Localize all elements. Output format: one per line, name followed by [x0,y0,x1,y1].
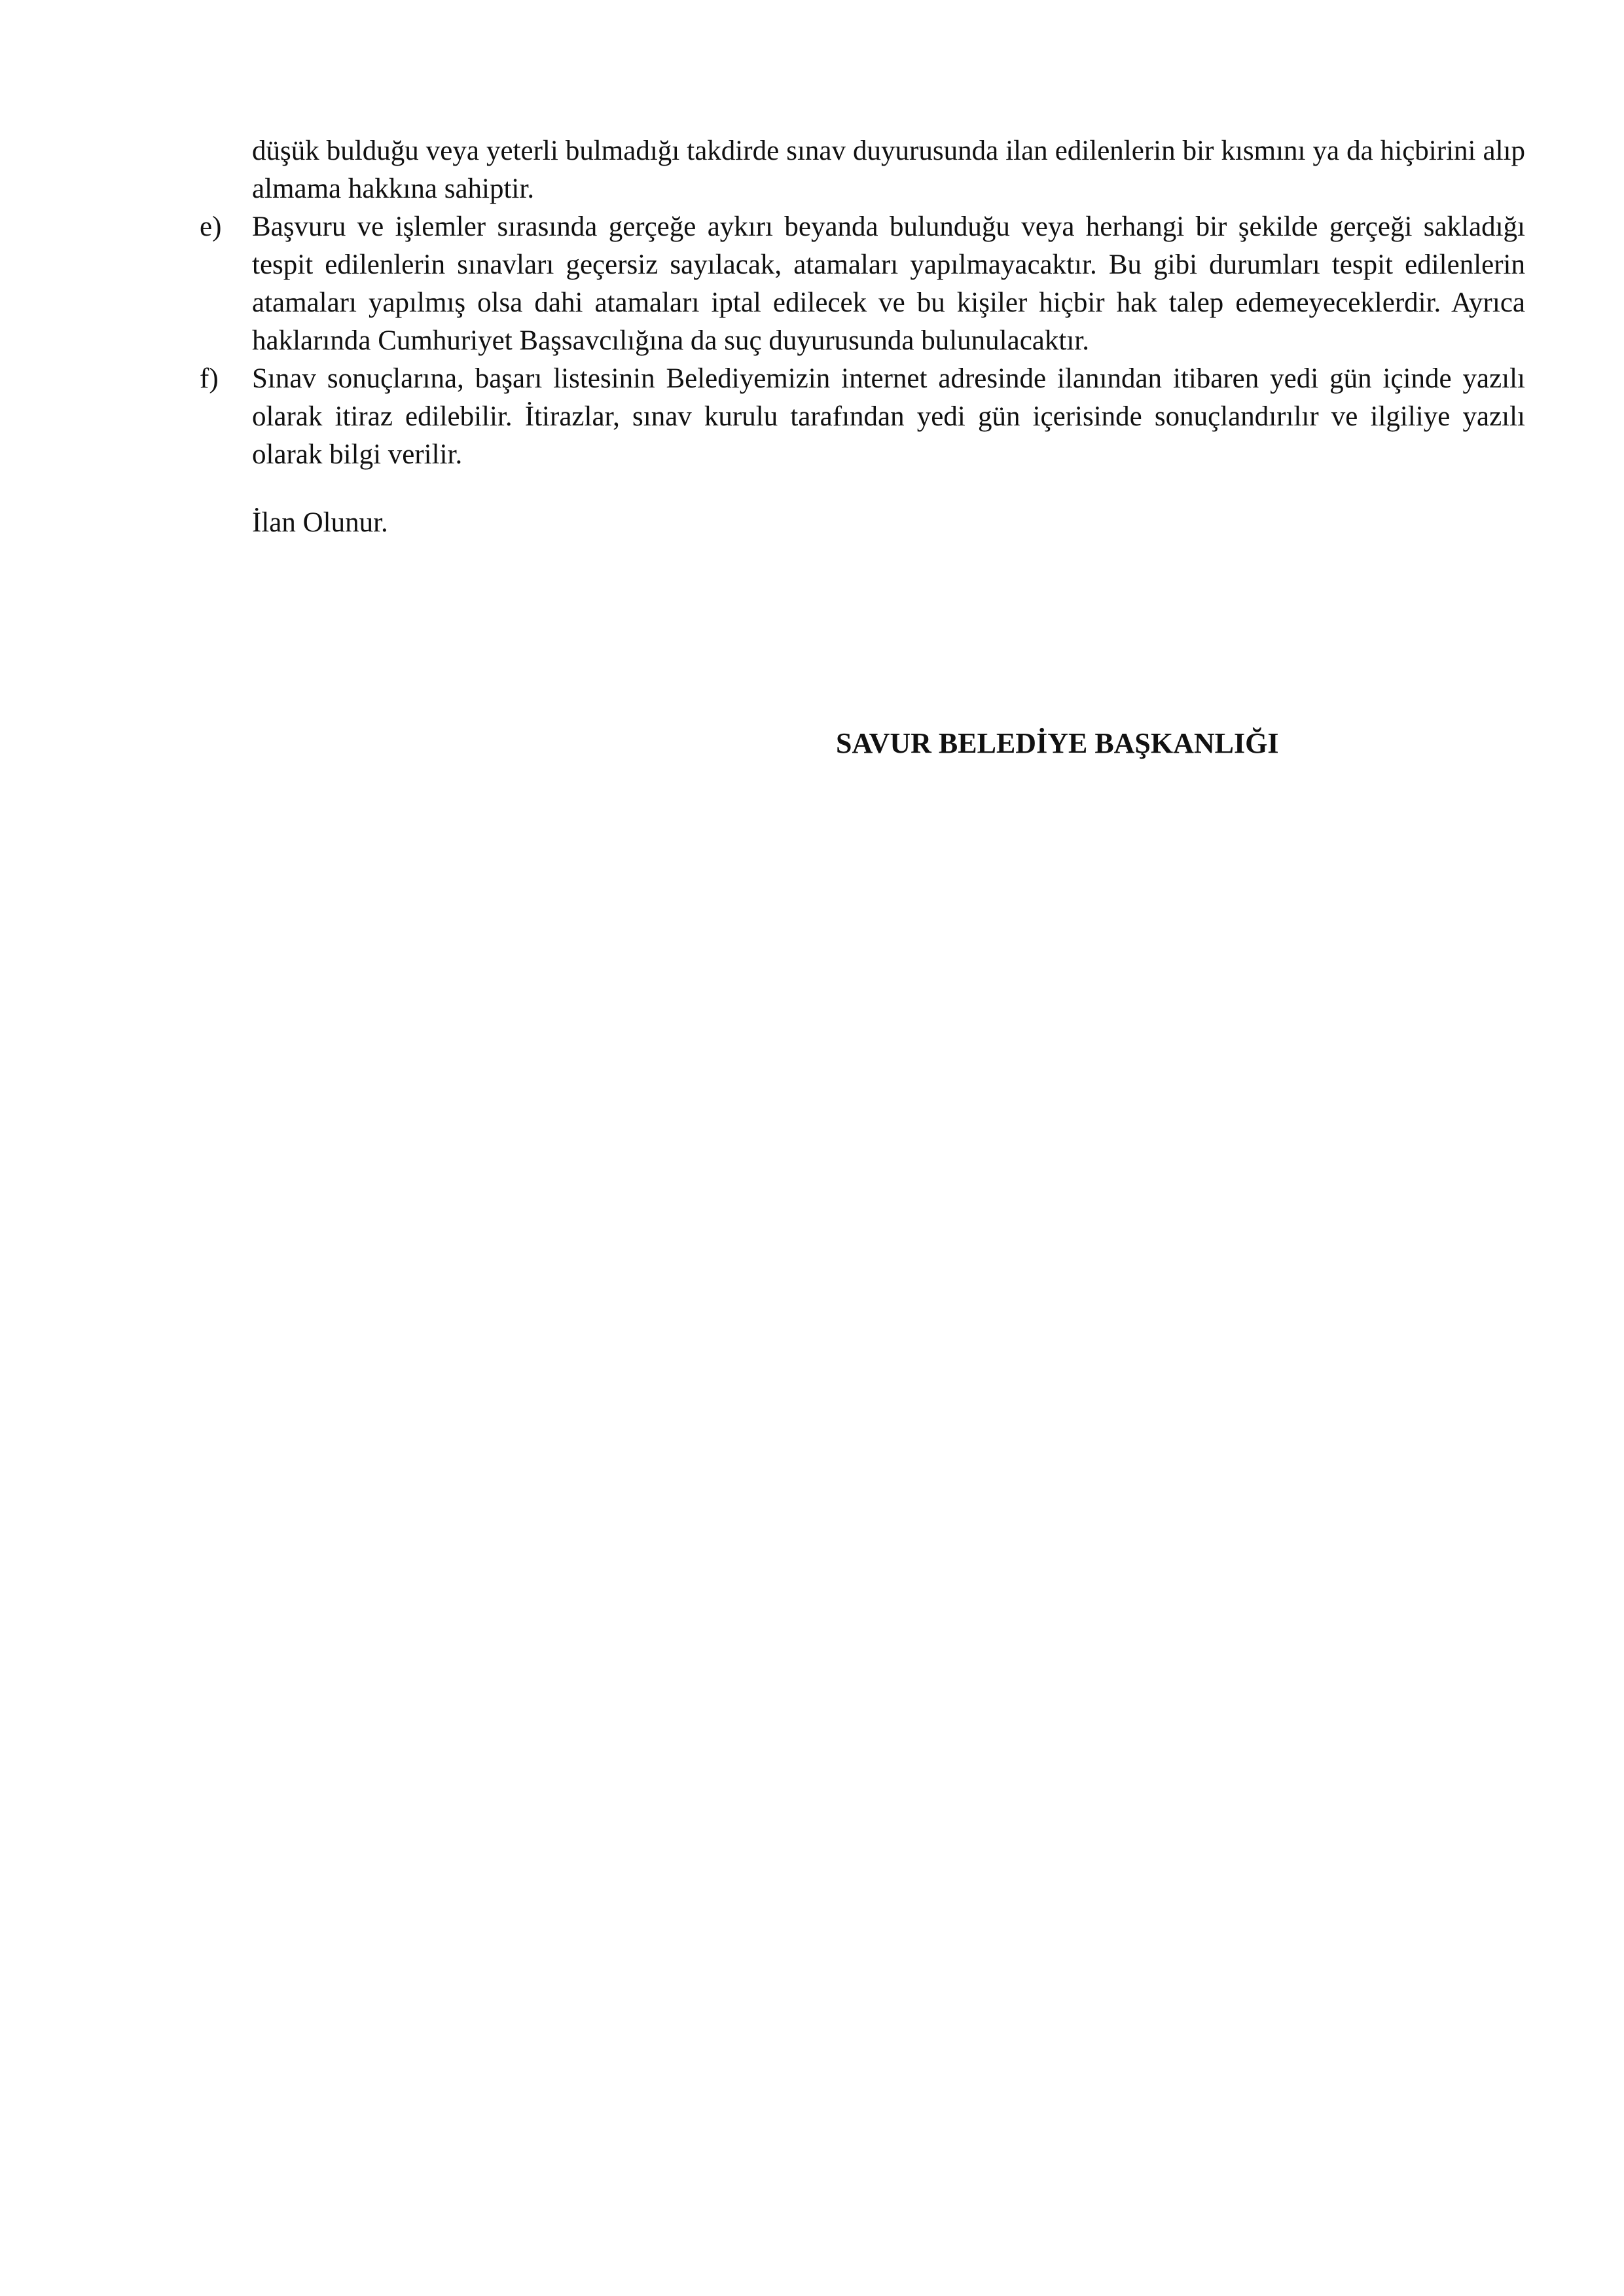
signature-block: SAVUR BELEDİYE BAŞKANLIĞI [836,727,1279,759]
list-marker: f) [200,363,219,394]
continuation-paragraph: düşük bulduğu veya yeterli bulmadığı takdirde sınav duyurusunda ilan edilenlerin bir kısmını ya da hiçbirini alıp almama hakkına sahiptir. [252,135,1525,204]
list-item-text: Sınav sonuçlarına, başarı listesinin Belediyemizin internet adresinde ilanından itibaren yedi gün içinde yazılı olarak itiraz edilebilir. İtirazlar, sınav kurulu tarafından yedi gün içerisinde sonuçlandırılır ve ilgiliye yazılı olarak bilgi verilir. [252,363,1525,470]
list-item-text: Başvuru ve işlemler sırasında gerçeğe aykırı beyanda bulunduğu veya herhangi bir şekilde gerçeği sakladığı tespit edilenlerin sınavları geçersiz sayılacak, atamaları yapılmayacaktır. Bu gibi durumları tespit edilenlerin atamaları yapılmış olsa dahi atamaları iptal edilecek ve bu kişiler hiçbir hak talep edemeyeceklerdir. Ayrıca haklarında Cumhuriyet Başsavcılığına da suç duyurusunda bulunulacaktır. [252,211,1525,356]
document-body [200,132,1525,542]
list-item-e [200,208,1525,360]
list-item-f [200,360,1525,474]
closing-statement: İlan Olunur. [252,507,388,538]
list-marker: e) [200,211,222,242]
